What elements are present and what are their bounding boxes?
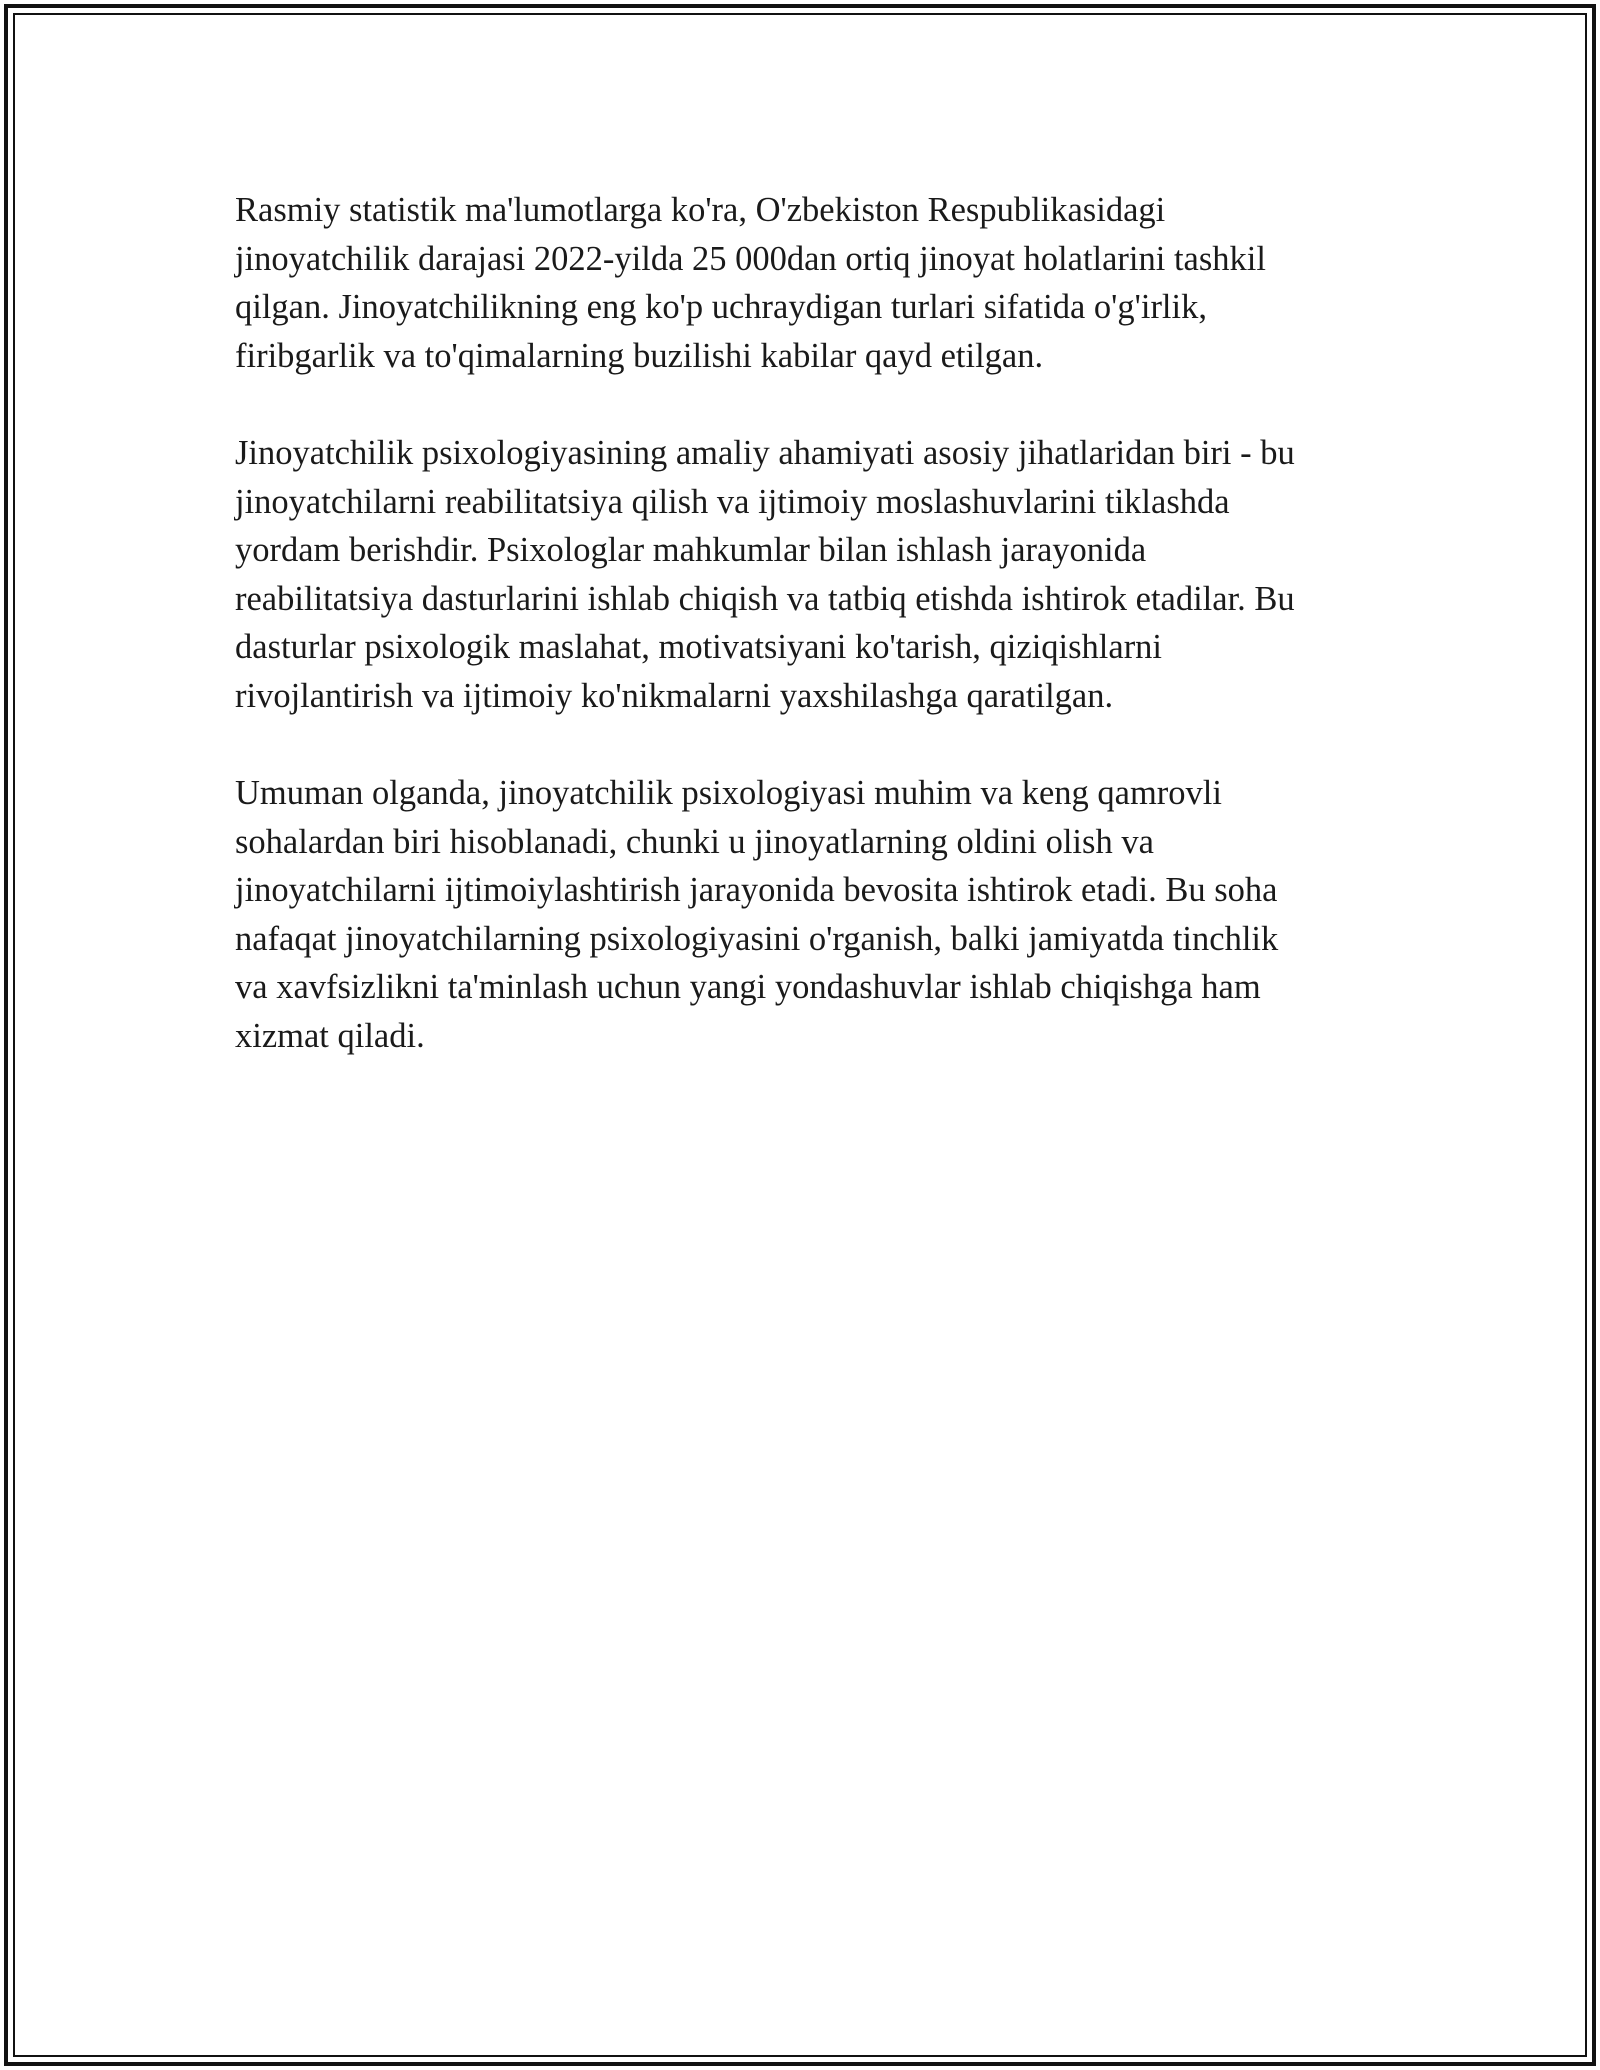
paragraph-conclusion: Umuman olganda, jinoyatchilik psixologiyasi muhim va keng qamrovli sohalardan biri hisoblanadi, chunki u jinoyatlarning oldini olish va jinoyatchilarni ijtimoiylashtirish jarayonida bevosita ishtirok etadi. Bu soha nafaqat jinoyatchilarning psixologiyasini o'rganish, balki jamiyatda tinchlik va xavfsizlikni ta'minlash uchun yangi yondashuvlar ishlab chiqishga ham xizmat qiladi. [235, 774, 1279, 1055]
paragraph-rehabilitation: Jinoyatchilik psixologiyasining amaliy ahamiyati asosiy jihatlaridan biri - bu jinoyatchilarni reabilitatsiya qilish va ijtimoiy moslashuvlarini tiklashda yordam berishdir. Psixologlar mahkumlar bilan ishlash jarayonida reabilitatsiya dasturlarini ishlab chiqish va tatbiq etishda ishtirok etadilar. Bu dasturlar psixologik maslahat, motivatsiyani ko'tarish, qiziqishlarni rivojlantirish va ijtimoiy ko'nikmalarni yaxshilashga qaratilgan. [235, 434, 1295, 715]
document-body [235, 186, 1380, 1109]
paragraph-statistics: Rasmiy statistik ma'lumotlarga ko'ra, O'zbekiston Respublikasidagi jinoyatchilik darajasi 2022-yilda 25 000dan ortiq jinoyat holatlarini tashkil qilgan. Jinoyatchilikning eng ko'p uchraydigan turlari sifatida o'g'irlik, firibgarlik va to'qimalarning buzilishi kabilar qayd etilgan. [235, 191, 1266, 375]
